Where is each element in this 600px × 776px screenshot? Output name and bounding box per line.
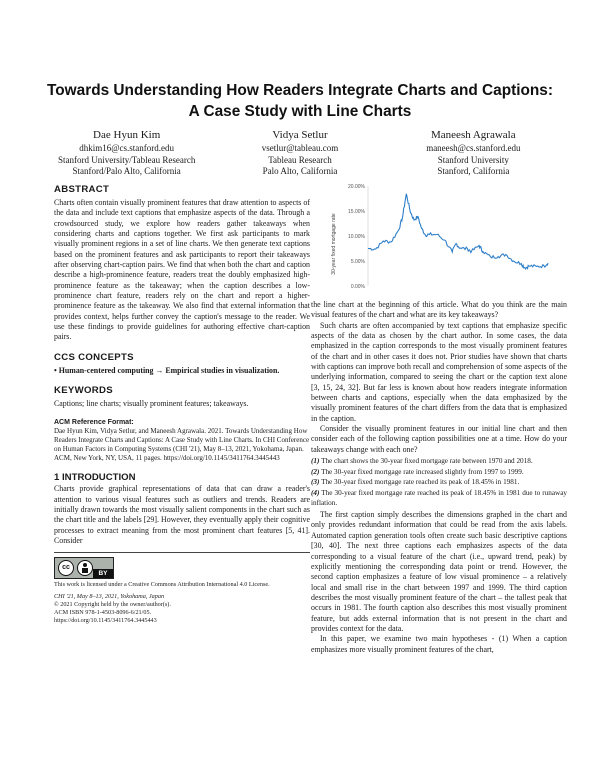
author-affiliation: Stanford University/Tableau Research: [58, 154, 196, 165]
y-tick-label: 20.00%: [348, 183, 365, 190]
author-email[interactable]: maneesh@cs.stanford.edu: [426, 143, 521, 153]
ccs-heading: CCS CONCEPTS: [54, 351, 134, 363]
keywords-heading: KEYWORDS: [54, 385, 113, 397]
left-column: [54, 184, 310, 625]
introduction-heading: 1 INTRODUCTION: [54, 472, 136, 484]
paper-title: Towards Understanding How Readers Integrate Charts and Captions: A Case Study with Line Charts: [47, 82, 553, 120]
y-tick-label: 15.00%: [348, 208, 365, 215]
caption-list: [311, 457, 567, 508]
y-tick-label: 10.00%: [348, 233, 365, 240]
paragraph-1: the line chart at the beginning of this article. What do you think are the main visual features of the chart and what are its key takeaways?: [311, 300, 567, 320]
author-email[interactable]: dhkim16@cs.stanford.edu: [79, 143, 175, 153]
abstract-heading: ABSTRACT: [54, 184, 110, 195]
author-2: [213, 128, 386, 178]
caption-option-3: [311, 478, 567, 488]
keywords-text: Captions; line charts; visually prominent features; takeaways.: [54, 399, 249, 409]
author-location: Palo Alto, California: [262, 166, 338, 177]
reference-format-text: Dae Hyun Kim, Vidya Setlur, and Maneesh Agrawala. 2021. Towards Understanding How Readers Integrate Charts and Captions: A Case Study with Line Charts. In CHI Conference on Human Factors in Computing Systems (CHI '21), May 8–13, 2021, Yokohama, Japan. ACM, New York, NY, USA, 11 pages. https://doi.org/10.1145/3411764.3445443: [54, 426, 310, 463]
paragraph-4: The first caption simply describes the dimensions graphed in the chart and only provides redundant information that could be read from the axis labels. Automated caption generation tools often create such basic descriptive captions [30, 40]. The next three captions each emphasizes aspects of the data corresponding to a visual feature of the chart (i.e., upward trend, peak) by explicitly mentioning the corresponding data point or trend. However, the second caption emphasizes a feature of low visual prominence – a relatively local and small rise in the chart between 1997 and 1999. The third caption describes the most visually prominent feature of the chart – the tallest peak that occurs in 1981. The fourth caption also describes this most visually prominent feature, but adds external information that is not present in the chart and provides context for the data.: [311, 510, 567, 633]
abstract-text: Charts often contain visually prominent features that draw attention to aspects of the data and include text captions that emphasize aspects of the data. Through a crowdsourced study, we explore how readers gather takeaways when considering charts and captions together. We first ask participants to mark visually prominent regions in a set of line charts. We then generate text captions based on the prominent features and ask participants to report their takeaways after observing chart-caption pairs. We find that when both the chart and caption describe a high-prominence feature, readers treat the doubly emphasized high-prominence feature as the takeaway; when the caption describes a low-prominence chart feature, readers rely on the chart and report a higher-prominence feature as the takeaway. We also find that external information that provides context, helps further convey the caption's message to the reader. We use these findings to provide guidelines for authoring effective chart-caption pairs.: [54, 198, 310, 342]
caption-text: The 30-year fixed mortgage rate reached its peak of 18.45% in 1981 due to runaway inflation.: [311, 488, 567, 507]
y-tick-label: 5.00%: [350, 258, 365, 265]
cc-icon: cc: [58, 560, 74, 576]
right-column: [311, 300, 567, 655]
author-1: [40, 128, 213, 178]
isbn-text: ACM ISBN 978-1-4503-8096-6/21/05.: [54, 609, 152, 617]
author-affiliation: Tableau Research: [268, 154, 332, 165]
mortgage-rate-line: [368, 194, 548, 269]
caption-option-1: [311, 457, 567, 467]
caption-option-4: [311, 489, 567, 508]
author-name: Dae Hyun Kim: [93, 129, 161, 141]
author-affiliation: Stanford University: [437, 154, 509, 165]
y-axis-ticks: [348, 184, 366, 290]
attribution-icon: [77, 560, 93, 576]
reference-format-heading: ACM Reference Format:: [54, 418, 134, 426]
author-3: [387, 128, 560, 178]
license-block: [54, 557, 310, 579]
caption-option-2: [311, 468, 567, 478]
introduction-text: Charts provide graphical representations of data that can draw a reader's attention to various visual features such as outliers and trends. Readers are initially drawn towards the most visually salient components in the chart such as the chart title and the labels [29]. However, they eventually apply their cognitive processes to extract meaning from the most prominent chart features [5, 41]. Consider: [54, 484, 310, 546]
caption-number: (2): [311, 467, 320, 476]
caption-text: The 30-year fixed mortgage rate increased slightly from 1997 to 1999.: [321, 467, 524, 476]
by-label: BY: [93, 569, 113, 578]
caption-number: (4): [311, 488, 320, 497]
mortgage-rate-chart: [328, 182, 554, 294]
caption-text: The 30-year fixed mortgage rate reached its peak of 18.45% in 1981.: [321, 478, 520, 487]
author-block: [40, 128, 560, 178]
creative-commons-badge[interactable]: [54, 557, 114, 579]
author-location: Stanford/Palo Alto, California: [72, 166, 181, 177]
author-name: Maneesh Agrawala: [431, 129, 516, 141]
caption-number: (1): [311, 457, 320, 466]
license-text: This work is licensed under a Creative Commons Attribution International 4.0 License.: [54, 581, 270, 589]
caption-number: (3): [311, 478, 320, 487]
paragraph-2: Such charts are often accompanied by text captions that emphasize specific aspects of the data as chosen by the chart author. In some cases, the data emphasized in the caption corresponds to the most visually prominent features of the chart and in other cases it does not. Prior studies have shown that charts with captions can improve both recall and comprehension of some aspects of the underlying information, compared to seeing the chart or the caption text alone [3, 15, 24, 32]. But far less is known about how readers integrate information between charts and captions, especially when the data emphasized by the visually prominent features of the chart differs from the data that is emphasized in the caption.: [311, 320, 567, 423]
author-location: Stanford, California: [437, 166, 510, 177]
y-tick-label: 0.00%: [350, 283, 365, 290]
venue-text: CHI '21, May 8–13, 2021, Yokohama, Japan: [54, 593, 165, 601]
author-email[interactable]: vsetlur@tableau.com: [261, 143, 339, 153]
paragraph-5: In this paper, we examine two main hypotheses - (1) When a caption emphasizes more visually prominent features of the chart,: [311, 634, 567, 654]
footnote-divider: [54, 552, 310, 553]
ccs-text: • Human-centered computing → Empirical studies in visualization.: [54, 365, 280, 375]
caption-text: The chart shows the 30-year fixed mortgage rate between 1970 and 2018.: [321, 457, 533, 466]
copyright-text: © 2021 Copyright held by the owner/author(s).: [54, 601, 171, 609]
author-name: Vidya Setlur: [272, 129, 328, 141]
y-axis-label: 30-year fixed mortgage rate: [331, 213, 337, 275]
doi-link[interactable]: https://doi.org/10.1145/3411764.3445443: [54, 617, 157, 625]
paragraph-3: Consider the visually prominent features in our initial line chart and then consider each of the following caption possibilities one at a time. How do your takeaways change with each one?: [311, 424, 567, 454]
